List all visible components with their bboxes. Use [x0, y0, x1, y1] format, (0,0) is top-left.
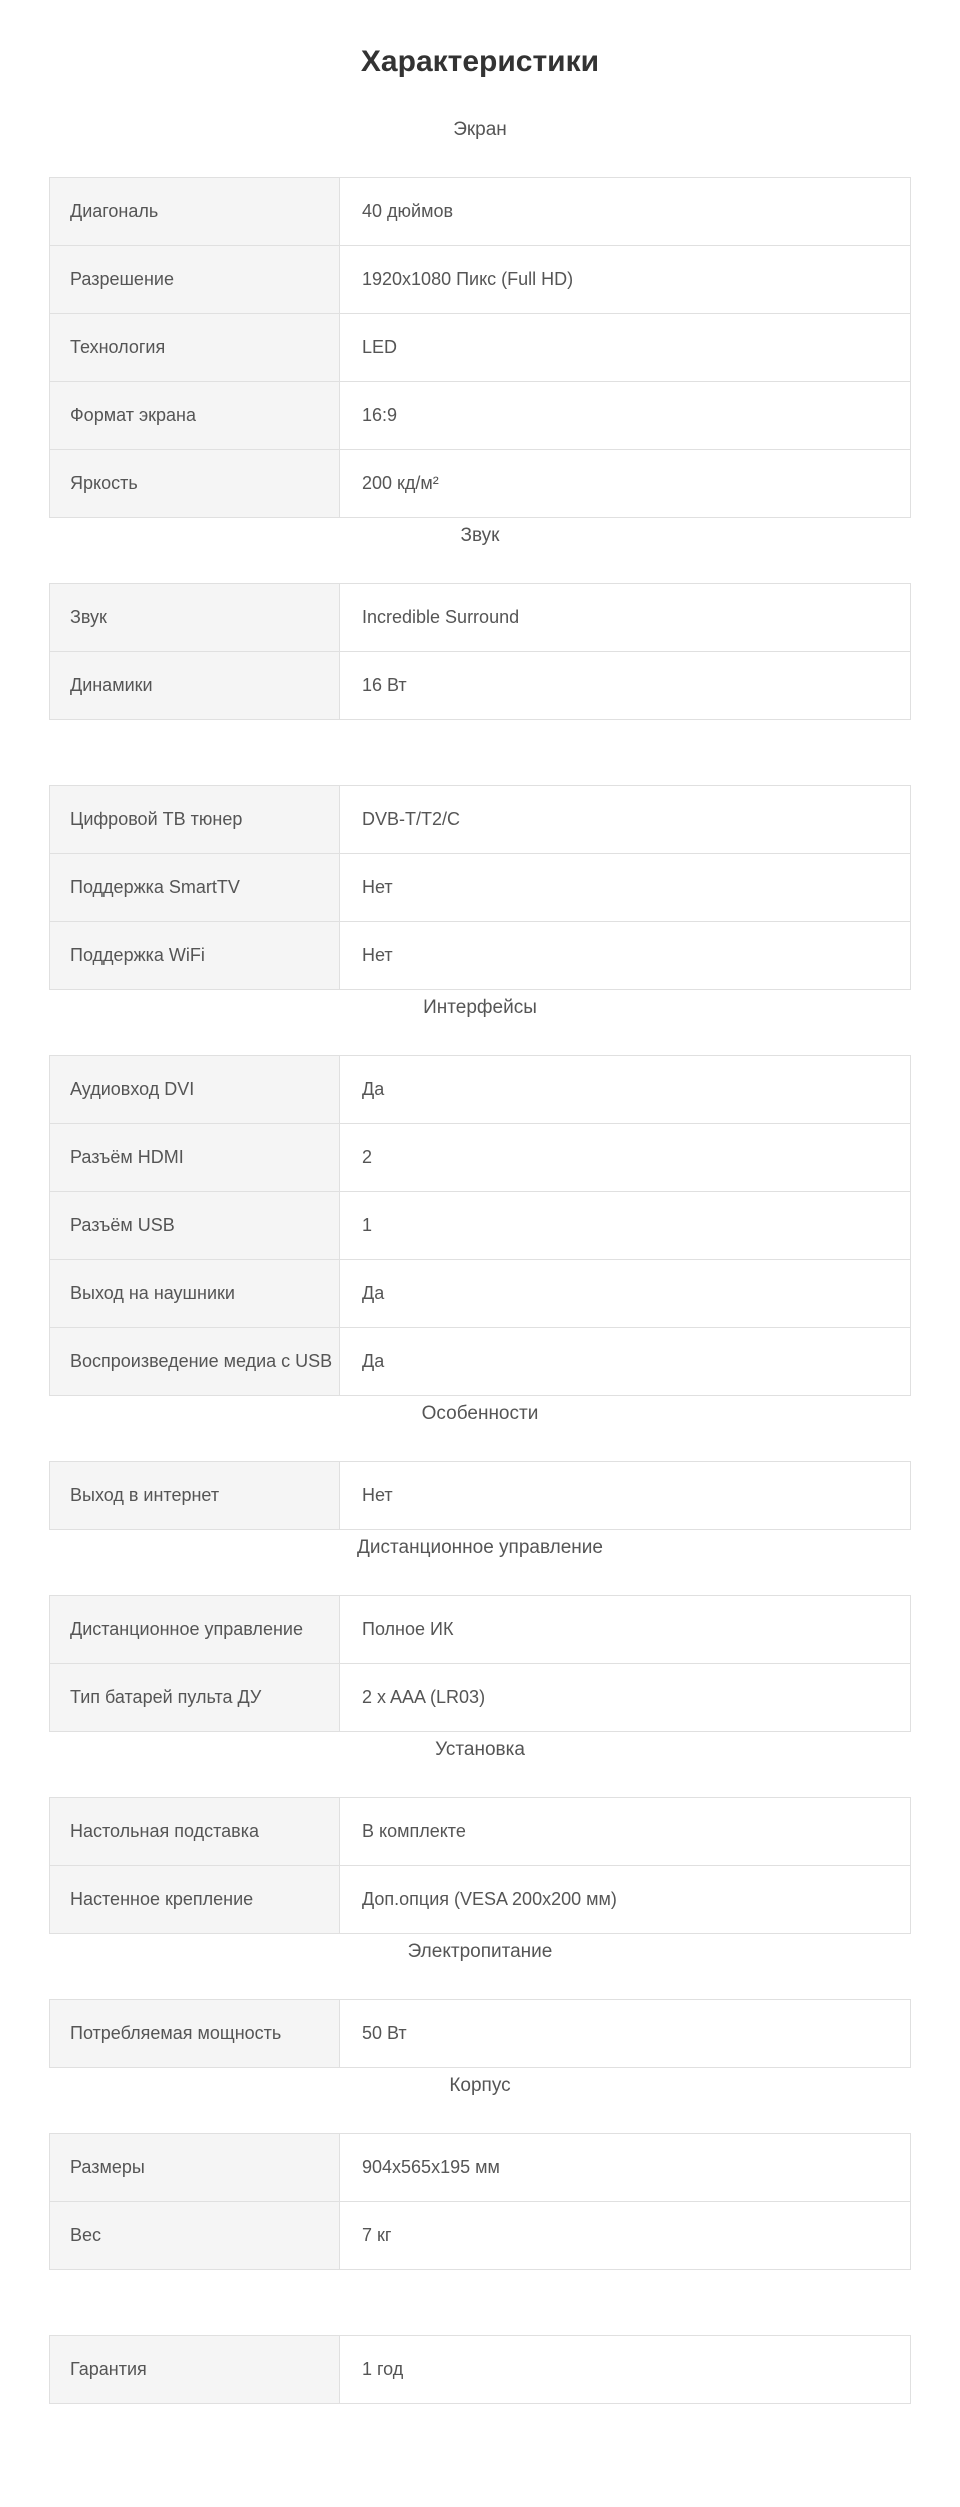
spec-label: Настенное крепление	[50, 1866, 340, 1934]
section-title: Особенности	[421, 1403, 539, 1424]
table-row	[50, 1866, 911, 1934]
section-title: Дистанционное управление	[357, 1537, 603, 1558]
spec-label: Выход на наушники	[50, 1260, 340, 1328]
page-title: Характеристики	[360, 45, 600, 78]
spec-table	[49, 1595, 911, 1732]
spec-section	[0, 720, 960, 990]
spec-value: Incredible Surround	[340, 584, 911, 652]
spec-value: В комплекте	[340, 1798, 911, 1866]
table-row	[50, 1056, 911, 1124]
table-row	[50, 584, 911, 652]
spec-value: 1 год	[340, 2336, 911, 2404]
table-row	[50, 2202, 911, 2270]
section-title	[0, 2270, 960, 2305]
section-title	[0, 720, 960, 755]
spec-value: Полное ИК	[340, 1596, 911, 1664]
spec-label: Разрешение	[50, 246, 340, 314]
table-row	[50, 2134, 911, 2202]
spec-label: Размеры	[50, 2134, 340, 2202]
spec-table	[49, 785, 911, 990]
table-row	[50, 382, 911, 450]
spec-value: Да	[340, 1260, 911, 1328]
table-row	[50, 922, 911, 990]
spec-table	[49, 1055, 911, 1396]
section-title: Интерфейсы	[423, 997, 537, 1018]
table-row	[50, 854, 911, 922]
spec-table	[49, 2133, 911, 2270]
spec-section	[0, 990, 960, 1396]
table-row	[50, 1328, 911, 1396]
spec-label: Дистанционное управление	[50, 1596, 340, 1664]
spec-label: Поддержка SmartTV	[50, 854, 340, 922]
spec-label: Звук	[50, 584, 340, 652]
spec-value: Нет	[340, 1462, 911, 1530]
spec-label: Яркость	[50, 450, 340, 518]
spec-label: Настольная подставка	[50, 1798, 340, 1866]
spec-label: Потребляемая мощность	[50, 2000, 340, 2068]
spec-value: 1	[340, 1192, 911, 1260]
spec-value: Нет	[340, 922, 911, 990]
spec-value: DVB-T/T2/C	[340, 786, 911, 854]
spec-label: Гарантия	[50, 2336, 340, 2404]
table-row	[50, 246, 911, 314]
spec-section	[0, 2270, 960, 2404]
spec-table	[49, 1797, 911, 1934]
table-row	[50, 1192, 911, 1260]
spec-value: Доп.опция (VESA 200x200 мм)	[340, 1866, 911, 1934]
table-row	[50, 1260, 911, 1328]
spec-value: Да	[340, 1056, 911, 1124]
section-title: Установка	[435, 1739, 525, 1760]
spec-value: 200 кд/м²	[340, 450, 911, 518]
spec-label: Вес	[50, 2202, 340, 2270]
spec-label: Формат экрана	[50, 382, 340, 450]
spec-table	[49, 177, 911, 518]
spec-section	[0, 112, 960, 518]
spec-label: Диагональ	[50, 178, 340, 246]
spec-value: 16:9	[340, 382, 911, 450]
section-title: Экран	[453, 119, 507, 140]
spec-value: 2	[340, 1124, 911, 1192]
spec-label: Воспроизведение медиа с USB	[50, 1328, 340, 1396]
table-row	[50, 786, 911, 854]
table-row	[50, 1124, 911, 1192]
spec-section	[0, 518, 960, 720]
section-title: Корпус	[449, 2075, 511, 2096]
spec-label: Тип батарей пульта ДУ	[50, 1664, 340, 1732]
spec-label: Разъём USB	[50, 1192, 340, 1260]
spec-section	[0, 2068, 960, 2270]
spec-value: 904x565x195 мм	[340, 2134, 911, 2202]
spec-label: Динамики	[50, 652, 340, 720]
spec-value: 50 Вт	[340, 2000, 911, 2068]
table-row	[50, 1798, 911, 1866]
spec-value: 7 кг	[340, 2202, 911, 2270]
table-row	[50, 314, 911, 382]
spec-section	[0, 1530, 960, 1732]
table-row	[50, 450, 911, 518]
spec-table	[49, 583, 911, 720]
spec-value: Нет	[340, 854, 911, 922]
spec-value: 16 Вт	[340, 652, 911, 720]
table-row	[50, 2336, 911, 2404]
table-row	[50, 652, 911, 720]
spec-table	[49, 2335, 911, 2404]
spec-value: Да	[340, 1328, 911, 1396]
spec-section	[0, 1934, 960, 2068]
spec-label: Выход в интернет	[50, 1462, 340, 1530]
section-title: Электропитание	[407, 1941, 553, 1962]
table-row	[50, 1462, 911, 1530]
table-row	[50, 178, 911, 246]
spec-section	[0, 1732, 960, 1934]
spec-label: Поддержка WiFi	[50, 922, 340, 990]
spec-table	[49, 1999, 911, 2068]
spec-table	[49, 1461, 911, 1530]
table-row	[50, 2000, 911, 2068]
specifications-list	[0, 112, 960, 2404]
spec-label: Цифровой ТВ тюнер	[50, 786, 340, 854]
spec-value: LED	[340, 314, 911, 382]
table-row	[50, 1664, 911, 1732]
spec-value: 1920x1080 Пикс (Full HD)	[340, 246, 911, 314]
spec-value: 2 x AAA (LR03)	[340, 1664, 911, 1732]
spec-label: Технология	[50, 314, 340, 382]
spec-section	[0, 1396, 960, 1530]
spec-label: Аудиовход DVI	[50, 1056, 340, 1124]
spec-value: 40 дюймов	[340, 178, 911, 246]
spec-label: Разъём HDMI	[50, 1124, 340, 1192]
section-title: Звук	[460, 525, 500, 546]
table-row	[50, 1596, 911, 1664]
